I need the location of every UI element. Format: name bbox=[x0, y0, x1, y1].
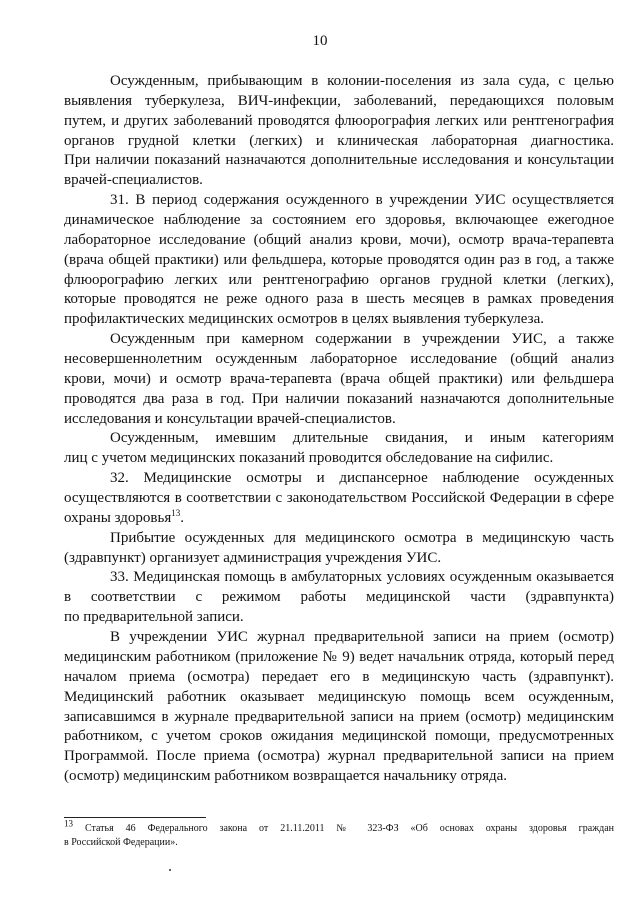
paragraph bbox=[64, 72, 614, 191]
line-text: 32. Медицинские осмотры и диспансерное наблюдение осужденных bbox=[110, 470, 614, 487]
document-body bbox=[64, 72, 614, 787]
text-line bbox=[64, 588, 614, 608]
line-text: началом приема (осмотра) передает его в медицинскую часть (здравпункт). bbox=[64, 668, 614, 685]
text-line bbox=[64, 747, 614, 767]
line-text: лиц с учетом медицинских показаний проводится обследование на сифилис. bbox=[64, 450, 554, 467]
text-line bbox=[64, 628, 614, 648]
line-text: охраны здоровья bbox=[64, 509, 172, 526]
line-text: которые проводятся не реже одного раза в шесть месяцев в рамках проведения bbox=[64, 291, 614, 308]
text-line bbox=[64, 608, 614, 628]
line-text: (здравпункт) организует администрация учреждения УИС. bbox=[64, 549, 442, 566]
text-line bbox=[64, 72, 614, 92]
paragraph bbox=[64, 568, 614, 628]
paragraph bbox=[64, 330, 614, 429]
scan-speck bbox=[169, 869, 171, 871]
line-text: исследования и консультации врачей-специалистов. bbox=[64, 410, 396, 427]
line-text: Программой. После приема (осмотра) журнал предварительной записи на прием bbox=[64, 748, 614, 765]
paragraph bbox=[64, 191, 614, 330]
text-line bbox=[64, 330, 614, 350]
line-text: профилактических медицинских осмотров в целях выявления туберкулеза. bbox=[64, 311, 544, 328]
line-text: Осужденным, имевшим длительные свидания, и иным категориям bbox=[110, 430, 614, 447]
line-text: При наличии показаний назначаются дополнительные исследования и консультации bbox=[64, 152, 614, 169]
line-text: В учреждении УИС журнал предварительной записи на прием (осмотр) bbox=[110, 629, 614, 646]
text-line bbox=[64, 489, 614, 509]
footnote-line-2: в Российской Федерации». bbox=[64, 837, 178, 848]
text-line bbox=[64, 529, 614, 549]
paragraph bbox=[64, 628, 614, 787]
line-text: лабораторное исследование (общий анализ крови, мочи), осмотр врача-терапевта bbox=[64, 231, 614, 248]
line-text: 33. Медицинская помощь в амбулаторных условиях осужденным оказывается bbox=[110, 569, 614, 586]
line-text: (осмотр) медицинским работником возвращается начальнику отряда. bbox=[64, 768, 508, 785]
footnote-tail: . bbox=[180, 509, 184, 526]
line-text: осуществляются в соответствии с законодательством Российской Федерации в сфере bbox=[64, 490, 614, 507]
line-text: Прибытие осужденных для медицинского осмотра в медицинскую часть bbox=[110, 529, 614, 546]
line-text: в соответствии с режимом работы медицинской части (здравпункта) bbox=[64, 589, 614, 606]
line-text: медицинским работником (приложение № 9) ведет начальник отряда, который перед bbox=[64, 648, 614, 665]
text-line bbox=[64, 211, 614, 231]
page-number: 10 bbox=[312, 33, 328, 49]
text-line bbox=[64, 390, 614, 410]
line-text: флюорографию легких или рентгенографию органов грудной клетки (легких), bbox=[64, 271, 614, 288]
line-text: (врача общей практики) или фельдшера, которые проводятся один раз в год, а также bbox=[64, 251, 614, 268]
text-line bbox=[64, 469, 614, 489]
text-line bbox=[64, 370, 614, 390]
text-line bbox=[64, 708, 614, 728]
text-line bbox=[64, 410, 614, 430]
footnote-divider bbox=[64, 817, 206, 818]
paragraph bbox=[64, 429, 614, 469]
line-text: записавшимся в журнале предварительной записи на прием (осмотр) медицинским bbox=[64, 708, 614, 725]
text-line bbox=[64, 727, 614, 747]
text-line bbox=[64, 688, 614, 708]
text-line bbox=[64, 231, 614, 251]
text-line bbox=[64, 549, 614, 569]
line-text: 31. В период содержания осужденного в учреждении УИС осуществляется bbox=[110, 192, 614, 209]
footnote-line-1 bbox=[64, 818, 615, 836]
line-text: врачей-специалистов. bbox=[64, 172, 203, 189]
text-line bbox=[64, 668, 614, 688]
text-line bbox=[64, 290, 614, 310]
line-text: крови, мочи) и осмотр врача-терапевта (врача общей практики) или фельдшера bbox=[64, 370, 614, 387]
line-text: по предварительной записи. bbox=[64, 609, 244, 626]
text-line bbox=[64, 350, 614, 370]
text-line bbox=[64, 767, 614, 787]
text-line bbox=[64, 271, 614, 291]
line-text: проводятся два раза в год. При наличии показаний назначаются дополнительные bbox=[64, 390, 614, 407]
line-text: Медицинский работник оказывает медицинскую помощь всем осужденным, bbox=[64, 688, 614, 705]
line-text: несовершеннолетним осужденным лабораторное исследование (общий анализ bbox=[64, 351, 614, 368]
line-text: динамическое наблюдение за состоянием его здоровья, включающее ежегодное bbox=[64, 212, 614, 229]
line-text: Осужденным при камерном содержании в учреждении УИС, а также bbox=[110, 331, 614, 348]
footnote-number: 13 bbox=[64, 818, 73, 829]
text-line bbox=[64, 132, 614, 152]
text-line bbox=[64, 568, 614, 588]
paragraph bbox=[64, 529, 614, 569]
paragraph bbox=[64, 469, 614, 529]
line-text: органов грудной клетки (легких) и клиническая лабораторная диагностика. bbox=[64, 132, 614, 149]
footnote-reference: 13 bbox=[171, 507, 181, 518]
text-line bbox=[64, 509, 614, 529]
text-line bbox=[64, 429, 614, 449]
line-text: путем, и других заболеваний проводятся флюорография легких или рентгенография bbox=[64, 112, 614, 129]
text-line bbox=[64, 112, 614, 132]
text-line bbox=[64, 92, 614, 112]
text-line bbox=[64, 648, 614, 668]
text-line bbox=[64, 251, 614, 271]
text-line bbox=[64, 151, 614, 171]
line-text: Осужденным, прибывающим в колонии-поселения из зала суда, с целью bbox=[110, 73, 614, 89]
text-line bbox=[64, 191, 614, 211]
line-text: выявления туберкулеза, ВИЧ-инфекции, заболеваний, передающихся половым bbox=[64, 92, 614, 109]
line-text: работником, с учетом сроков ожидания медицинской помощи, предусмотренных bbox=[64, 728, 614, 745]
text-line bbox=[64, 449, 614, 469]
text-line bbox=[64, 310, 614, 330]
footnote bbox=[64, 818, 615, 850]
text-line bbox=[64, 171, 614, 191]
footnote-text: Статья 46 Федерального закона от 21.11.2011 № 323-ФЗ «Об основах охраны здоровья граждан bbox=[84, 823, 615, 834]
